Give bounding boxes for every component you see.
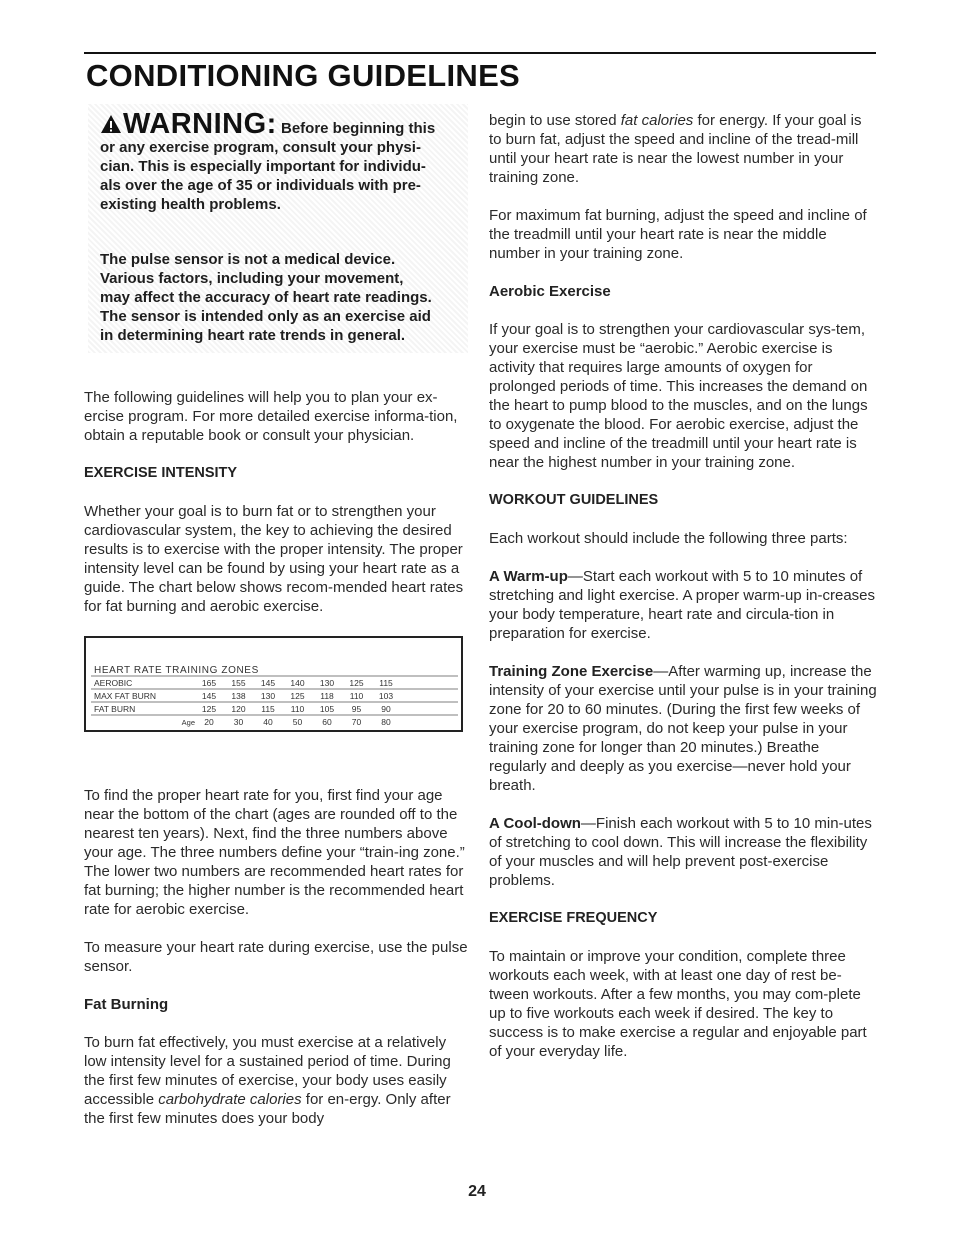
series-label: MAX FAT BURN (94, 691, 157, 701)
data-value: 118 (320, 691, 334, 701)
exercise-intensity-paragraph: Whether your goal is to burn fat or to strengthen your cardiovascular system, the key to achieving the desired results is to exercise with the proper intensity. The proper intensity level can be found by using your heart rate as a guide. The chart below shows recom-mended heart rates for fat burning and aerobic exercise. (84, 503, 464, 615)
left-column-top (84, 388, 468, 616)
age-tick-label: 60 (322, 717, 332, 727)
age-axis-label: Age (181, 718, 195, 727)
warning-paragraph-1 (100, 108, 472, 214)
data-value: 165 (201, 678, 217, 688)
series-label: FAT BURN (94, 704, 136, 714)
data-value: 110 (290, 704, 305, 714)
fat-burning-paragraph (84, 1033, 468, 1128)
warning-line: or any exercise program, consult your physi- (100, 139, 421, 156)
page-number: 24 (468, 1183, 486, 1200)
data-value: 130 (260, 691, 276, 701)
fat-burning-heading: Fat Burning (84, 996, 169, 1013)
data-value: 110 (349, 691, 364, 701)
age-tick-label: 30 (233, 717, 244, 727)
aerobic-exercise-paragraph: If your goal is to strengthen your cardiovascular sys-tem, your exercise must be “aerobic.” Aerobic exercise is activity that requires large amounts of oxygen for prolonged periods of time. This increases the demand on the heart to pump blood to the muscles, and on the lungs to oxygenate the blood. For aerobic exercise, adjust the speed and incline of the treadmill until your heart rate is near the highest number in your training zone. (489, 321, 868, 471)
warning-line: existing health problems. (100, 196, 281, 213)
continued-text-2: for energy. If your goal is to burn fat, adjust the speed and incline of the tread-mill until your heart rate is near the lowest number in your training zone. (489, 112, 862, 186)
warning-line: als over the age of 35 or individuals with pre- (100, 177, 421, 194)
data-value: 125 (201, 704, 217, 714)
data-value: 145 (260, 678, 276, 688)
fat-burning-text-1: To burn fat effectively, you must exercise at a relatively low intensity level for a sustained period of time. During the first few minutes of exercise, your body uses easily accessible (84, 1034, 451, 1108)
age-tick-label: 70 (351, 717, 362, 727)
warning-line: in determining heart rate trends in general. (100, 327, 406, 344)
warning-line: may affect the accuracy of heart rate readings. (100, 289, 432, 306)
warning-line: The pulse sensor is not a medical device. (100, 251, 396, 268)
data-value: 115 (261, 704, 275, 714)
cool-down-body: —Finish each workout with 5 to 10 min-utes of stretching to cool down. This will increase the flexibility of your muscles and will help prevent post-exercise problems. (489, 815, 872, 889)
data-value: 145 (201, 691, 217, 701)
fat-burning-continued-paragraph (489, 111, 877, 187)
data-value: 115 (379, 678, 393, 688)
warning-box (88, 104, 468, 353)
data-value: 90 (381, 704, 391, 714)
data-value: 125 (290, 691, 305, 701)
training-zone-lead: Training Zone Exercise (489, 663, 654, 680)
warning-line1-tail: Before beginning this (276, 120, 436, 137)
fat-burning-text-2: for en-ergy. Only after the first few minutes does your body (84, 1091, 451, 1127)
warning-line: cian. This is especially important for individu- (100, 158, 426, 175)
training-zone-paragraph (489, 662, 877, 795)
data-value: 140 (290, 678, 305, 688)
warning-line: The sensor is intended only as an exercise aid (100, 308, 431, 325)
exercise-frequency-heading: EXERCISE FREQUENCY (489, 910, 658, 926)
chart-title: HEART RATE TRAINING ZONES (94, 665, 259, 676)
age-tick-label: 80 (381, 717, 391, 727)
age-tick-label: 20 (204, 717, 214, 727)
exercise-intensity-heading: EXERCISE INTENSITY (84, 465, 238, 481)
measure-paragraph: To measure your heart rate during exercise, use the pulse sensor. (84, 939, 468, 975)
data-value: 120 (231, 704, 246, 714)
data-value: 95 (351, 704, 362, 714)
right-column (489, 111, 877, 1061)
warning-paragraph-2 (100, 250, 472, 345)
age-tick-label: 50 (292, 717, 303, 727)
heart-rate-chart (84, 636, 463, 732)
warm-up-paragraph (489, 567, 877, 643)
data-value: 155 (231, 678, 246, 688)
warm-up-lead: A Warm-up (489, 568, 568, 585)
data-value: 130 (319, 678, 335, 688)
page-title: CONDITIONING GUIDELINES (86, 58, 521, 93)
data-value: 125 (349, 678, 364, 688)
left-column-bottom (84, 786, 468, 1128)
fat-burning-italic: carbohydrate calories (158, 1091, 302, 1108)
training-zone-body: —After warming up, increase the intensity of your exercise until your pulse is in your training zone for 20 to 60 minutes. (During the first few weeks of your exercise program, do not keep your pulse in your training zone for longer than 20 minutes.) Breathe regularly and deeply as you exercise—never hold your breath. (489, 663, 877, 794)
intro-paragraph: The following guidelines will help you to plan your ex-ercise program. For more detailed exercise informa-tion, obtain a reputable book or consult your physician. (84, 389, 458, 444)
find-heart-rate-paragraph: To find the proper heart rate for you, first find your age near the bottom of the chart (ages are rounded off to the nearest ten years). Next, find the three numbers above your age. The three numbers define your “train-ing zone.” The lower two numbers are recommended heart rates for fat burning; the higher number is the recommended heart rate for aerobic exercise. (84, 787, 465, 918)
heart-rate-chart-svg (86, 638, 461, 730)
warning-triangle-icon (100, 114, 122, 134)
warning-line: Various factors, including your movement, (100, 270, 404, 287)
top-rule (84, 52, 876, 54)
exercise-frequency-paragraph: To maintain or improve your condition, complete three workouts each week, with at least one day of rest be-tween workouts. After a few months, you may com-plete up to five workouts each week if desired. The key to success is to make exercise a regular and enjoyable part of your everyday life. (489, 948, 867, 1060)
continued-text-1: begin to use stored (489, 112, 621, 129)
age-tick-label: 40 (263, 717, 273, 727)
workout-guidelines-heading: WORKOUT GUIDELINES (489, 492, 659, 508)
aerobic-exercise-heading: Aerobic Exercise (489, 283, 611, 300)
data-value: 105 (319, 704, 335, 714)
workout-intro-paragraph: Each workout should include the following three parts: (489, 530, 848, 547)
data-value: 103 (378, 691, 394, 701)
continued-italic: fat calories (620, 112, 694, 129)
warning-heading: WARNING: (100, 108, 277, 140)
cool-down-lead: A Cool-down (489, 815, 581, 832)
cool-down-paragraph (489, 814, 877, 890)
warm-up-body: —Start each workout with 5 to 10 minutes of stretching and light exercise. A proper warm-up in-creases your body temperature, heart rate and circula-tion in preparation for exercise. (489, 568, 876, 642)
series-label: AEROBIC (94, 678, 133, 688)
max-fat-burning-paragraph: For maximum fat burning, adjust the speed and incline of the treadmill until your heart rate is near the middle number in your training zone. (489, 207, 867, 262)
data-value: 138 (231, 691, 246, 701)
